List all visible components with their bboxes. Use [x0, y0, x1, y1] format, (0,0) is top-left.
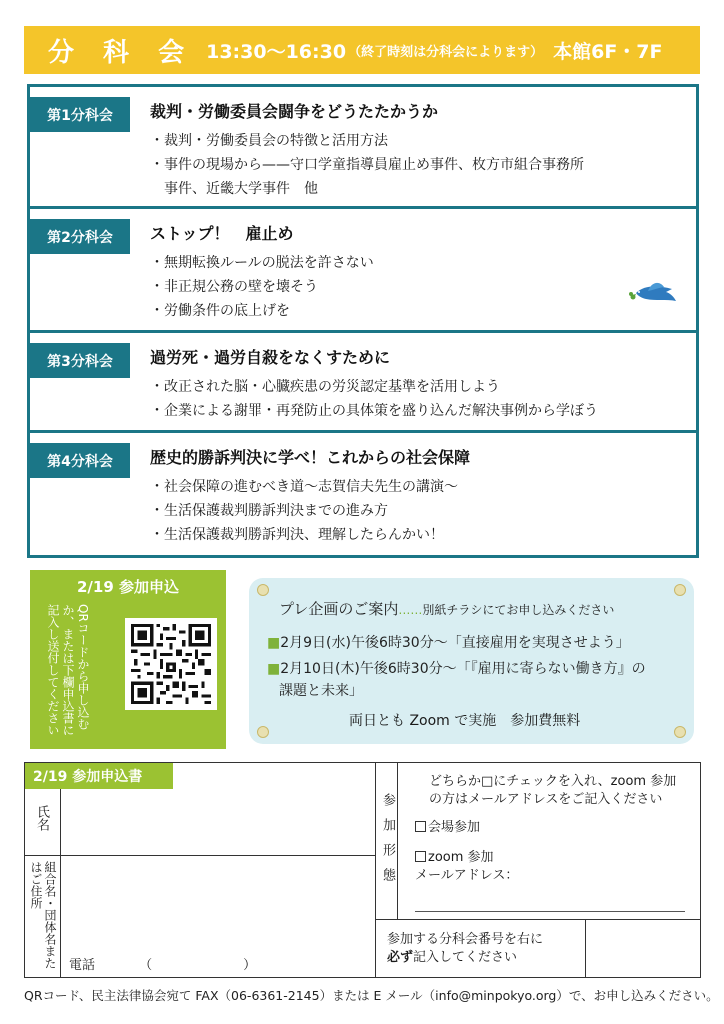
pre-event-item-text-2: 課題と未来」 — [279, 683, 363, 699]
phone-label — [69, 957, 256, 975]
session-title: 過労死・過労自殺をなくすために — [150, 348, 391, 367]
pin-icon — [674, 726, 686, 738]
phone-label-text: 電話 — [69, 958, 96, 973]
apply-instructions: QRコードから申し込むか、または下欄申込書に記入し送付してください — [46, 604, 90, 736]
form-title: 2/19 参加申込書 — [25, 763, 173, 789]
header-time: 13:30〜16:30 — [206, 40, 347, 63]
session-number-text-1: 参加する分科会番号を右に — [387, 932, 544, 947]
session-1 — [30, 87, 696, 209]
email-field[interactable] — [415, 911, 685, 912]
header-place: 本館6F・7F — [553, 40, 663, 63]
pre-event-heading — [279, 598, 614, 619]
pre-event-box — [249, 578, 694, 744]
session-item: ・生活保護裁判勝訴判決、理解したらんかい！ — [150, 527, 444, 543]
application-form — [24, 762, 701, 978]
option-venue[interactable] — [415, 819, 480, 837]
phone-field[interactable]: （ ） — [139, 958, 257, 973]
session-number-bold: 必ず — [387, 950, 414, 965]
qr-code[interactable] — [125, 618, 217, 710]
footer-note: QRコード、民主法律協会宛て FAX（06-6361-2145）または E メール（info@minpokyo.org）で、お申し込みください。 — [24, 988, 719, 1003]
session-items — [150, 375, 598, 423]
session-item: ・非正規公務の壁を壊そう — [150, 279, 318, 295]
session-label: 第1分科会 — [30, 97, 130, 132]
pin-icon — [257, 584, 269, 596]
divider — [397, 763, 398, 919]
session-label: 第3分科会 — [30, 343, 130, 378]
session-item: ・労働条件の底上げを — [150, 303, 290, 319]
session-title: ストップ！ 雇止め — [150, 224, 294, 243]
pre-event-title: プレ企画のご案内 — [279, 600, 399, 618]
session-item: ・社会保障の進むべき道〜志賀信夫先生の講演〜 — [150, 479, 458, 495]
pre-event-item-1 — [267, 632, 630, 654]
session-3 — [30, 333, 696, 433]
session-item: ・生活保護裁判勝訴判決までの進み方 — [150, 503, 388, 519]
header-note: （終了時刻は分科会によります） — [348, 44, 544, 60]
session-title: 歴史的勝訴判決に学べ！これからの社会保障 — [150, 448, 471, 467]
session-number-text-2: 記入してください — [413, 950, 518, 965]
session-label: 第4分科会 — [30, 443, 130, 478]
option-zoom-label: zoom 参加 — [428, 850, 494, 865]
sessions-box — [27, 84, 699, 558]
org-label: 組合名・団体名またはご住所 — [29, 861, 57, 969]
header-title: 分 科 会 — [48, 37, 195, 68]
type-instruction: どちらか□にチェックを入れ、zoom 参加の方はメールアドレスをご記入ください — [429, 774, 677, 807]
checkbox-venue[interactable] — [415, 821, 426, 832]
pre-event-item-text: 2月10日(木)午後6時30分〜「『雇用に寄らない働き方』の — [280, 661, 646, 677]
pin-icon — [257, 726, 269, 738]
qr-code-icon — [131, 624, 211, 704]
session-4 — [30, 433, 696, 555]
name-field[interactable] — [61, 789, 374, 854]
pre-event-subtitle: 別紙チラシにてお申し込みください — [422, 603, 615, 617]
session-label: 第2分科会 — [30, 219, 130, 254]
option-zoom[interactable] — [415, 849, 494, 867]
session-number-instruction — [387, 931, 577, 967]
session-items — [150, 475, 458, 547]
pre-event-footer: 両日とも Zoom で実施 参加費無料 — [349, 713, 581, 729]
dots: …… — [398, 603, 423, 617]
divider — [375, 763, 376, 977]
session-items — [150, 129, 584, 201]
apply-box — [30, 570, 226, 749]
square-bullet-icon: ■ — [267, 661, 281, 677]
email-label: メールアドレス： — [415, 868, 519, 883]
type-label: 参加形態 — [380, 793, 395, 893]
pre-event-item-text: 2月9日(水)午後6時30分〜「直接雇用を実現させよう」 — [280, 635, 630, 651]
session-item: ・改正された脳・心臓疾患の労災認定基準を活用しよう — [150, 379, 500, 395]
session-item: ・企業による謝罪・再発防止の具体策を盛り込んだ解決事例から学ぼう — [150, 403, 598, 419]
name-label: 氏名 — [34, 805, 49, 831]
option-venue-label: 会場参加 — [428, 820, 481, 835]
session-item: ・事件の現場から——守口学童指導員雇止め事件、枚方市組合事務所 — [150, 157, 584, 173]
pin-icon — [674, 584, 686, 596]
pre-event-item-2 — [267, 658, 646, 702]
session-item: 事件、近畿大学事件 他 — [150, 181, 318, 197]
session-number-field[interactable] — [586, 920, 700, 977]
org-field[interactable] — [61, 856, 374, 952]
session-2 — [30, 209, 696, 333]
checkbox-zoom[interactable] — [415, 851, 426, 862]
session-item: ・無期転換ルールの脱法を許さない — [150, 255, 374, 271]
square-bullet-icon: ■ — [267, 635, 281, 651]
session-items — [150, 251, 374, 323]
apply-title: 2/19 参加申込 — [76, 578, 179, 596]
header-banner — [24, 26, 700, 74]
bird-icon — [628, 279, 678, 309]
session-title: 裁判・労働委員会闘争をどうたたかうか — [150, 102, 439, 121]
session-item: ・裁判・労働委員会の特徴と活用方法 — [150, 133, 388, 149]
